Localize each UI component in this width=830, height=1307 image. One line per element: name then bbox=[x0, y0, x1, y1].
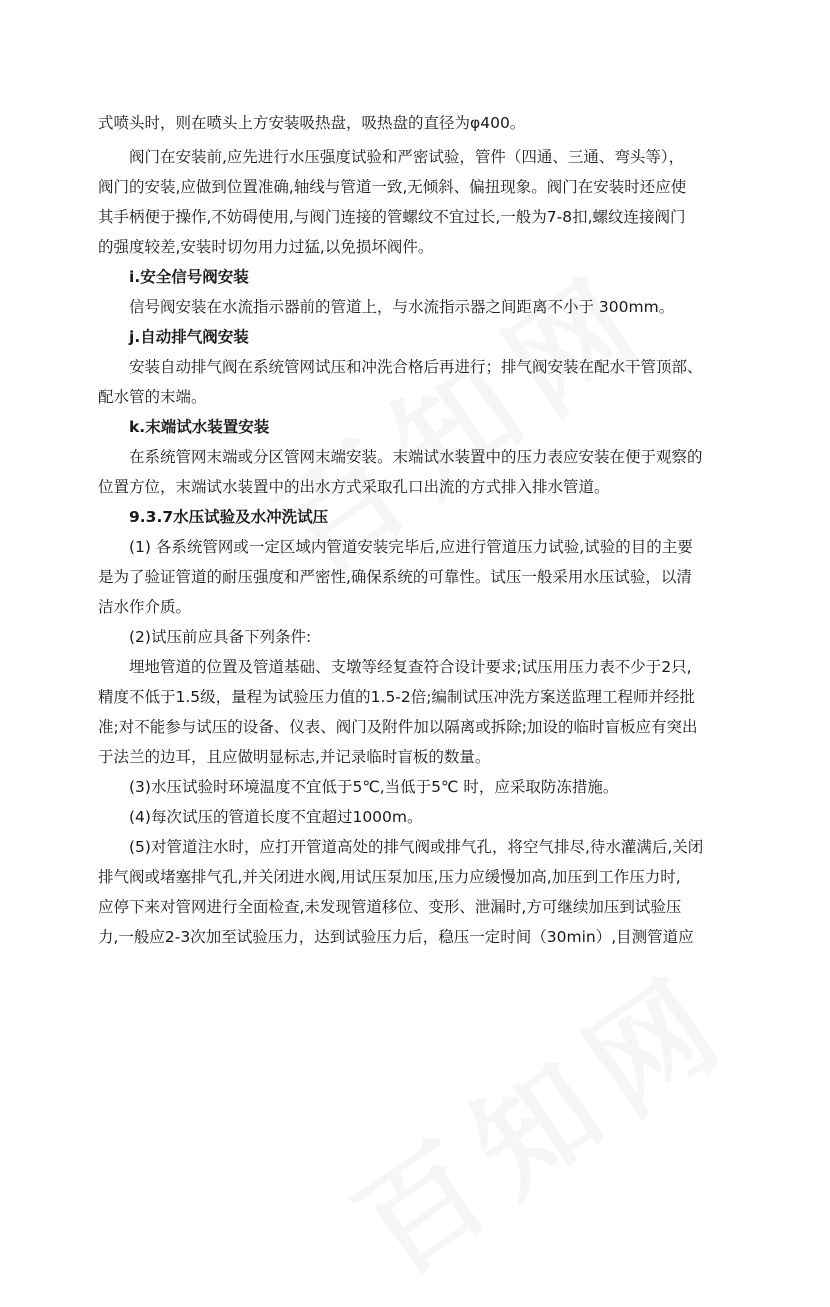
paragraph-line: 阀门的安装,应做到位置准确,轴线与管道一致,无倾斜、偏扭现象。阀门在安装时还应使 bbox=[98, 178, 687, 196]
paragraph-line: 排气阀或堵塞排气孔,并关闭进水阀,用试压泵加压,压力应缓慢加高,加压到工作压力时, bbox=[98, 868, 681, 886]
paragraph-line: 信号阀安装在水流指示器前的管道上，与水流指示器之间距离不小于 300mm。 bbox=[129, 298, 675, 316]
paragraph-line: (1) 各系统管网或一定区域内管道安装完毕后,应进行管道压力试验,试验的目的主要 bbox=[129, 538, 693, 556]
paragraph-line: 配水管的末端。 bbox=[98, 388, 207, 406]
paragraph-line: 应停下来对管网进行全面检查,未发现管道移位、变形、泄漏时,方可继续加压到试验压 bbox=[98, 898, 682, 916]
section-heading: 9.3.7水压试验及水冲洗试压 bbox=[129, 508, 329, 526]
section-heading: k.末端试水装置安装 bbox=[129, 418, 270, 436]
paragraph-line: 阀门在安装前,应先进行水压强度试验和严密试验，管件（四通、三通、弯头等）， bbox=[129, 148, 685, 166]
paragraph-line: 位置方位，末端试水装置中的出水方式采取孔口出流的方式排入排水管道。 bbox=[98, 478, 610, 496]
watermark bbox=[319, 925, 762, 1307]
paragraph-line: 是为了验证管道的耐压强度和严密性,确保系统的可靠性。试压一般采用水压试验，以清 bbox=[98, 568, 692, 586]
paragraph-line: 其手柄便于操作,不妨碍使用,与阀门连接的管螺纹不宜过长,一般为7-8扣,螺纹连接阀门 bbox=[98, 208, 686, 226]
document-body bbox=[98, 108, 748, 952]
paragraph-line: (2)试压前应具备下列条件: bbox=[129, 628, 312, 646]
paragraph-line: 埋地管道的位置及管道基础、支墩等经复查符合设计要求;试压用压力表不少于2只, bbox=[129, 658, 692, 676]
paragraph-line: (3)水压试验时环境温度不宜低于5℃,当低于5℃ 时，应采取防冻措施。 bbox=[129, 778, 619, 796]
paragraph-line: 洁水作介质。 bbox=[98, 598, 192, 616]
paragraph-line: 精度不低于1.5级，量程为试验压力值的1.5-2倍;编制试压冲洗方案送监理工程师并经批 bbox=[98, 688, 695, 706]
paragraph-line: 式喷头时，则在喷头上方安装吸热盘，吸热盘的直径为φ400。 bbox=[98, 114, 526, 132]
section-heading: i.安全信号阀安装 bbox=[129, 268, 249, 286]
section-heading: j.自动排气阀安装 bbox=[129, 328, 249, 346]
paragraph-line: 安装自动排气阀在系统管网试压和冲洗合格后再进行；排气阀安装在配水干管顶部、 bbox=[129, 358, 703, 376]
paragraph-line: 准;对不能参与试压的设备、仪表、阀门及附件加以隔离或拆除;加设的临时盲板应有突出 bbox=[98, 718, 698, 736]
paragraph-line: 在系统管网末端或分区管网末端安装。末端试水装置中的压力表应安装在便于观察的 bbox=[129, 448, 703, 466]
paragraph-line: (4)每次试压的管道长度不宜超过1000m。 bbox=[129, 808, 423, 826]
paragraph-line: 的强度较差,安装时切勿用力过猛,以免损坏阀件。 bbox=[98, 238, 434, 256]
paragraph-line: 力,一般应2-3次加至试验压力，达到试验压力后，稳压一定时间（30min）,目测管道应 bbox=[98, 928, 694, 946]
paragraph-line: 于法兰的边耳，且应做明显标志,并记录临时盲板的数量。 bbox=[98, 748, 491, 766]
paragraph-line: (5)对管道注水时，应打开管道高处的排气阀或排气孔，将空气排尽,待水灌满后,关闭 bbox=[129, 838, 704, 856]
